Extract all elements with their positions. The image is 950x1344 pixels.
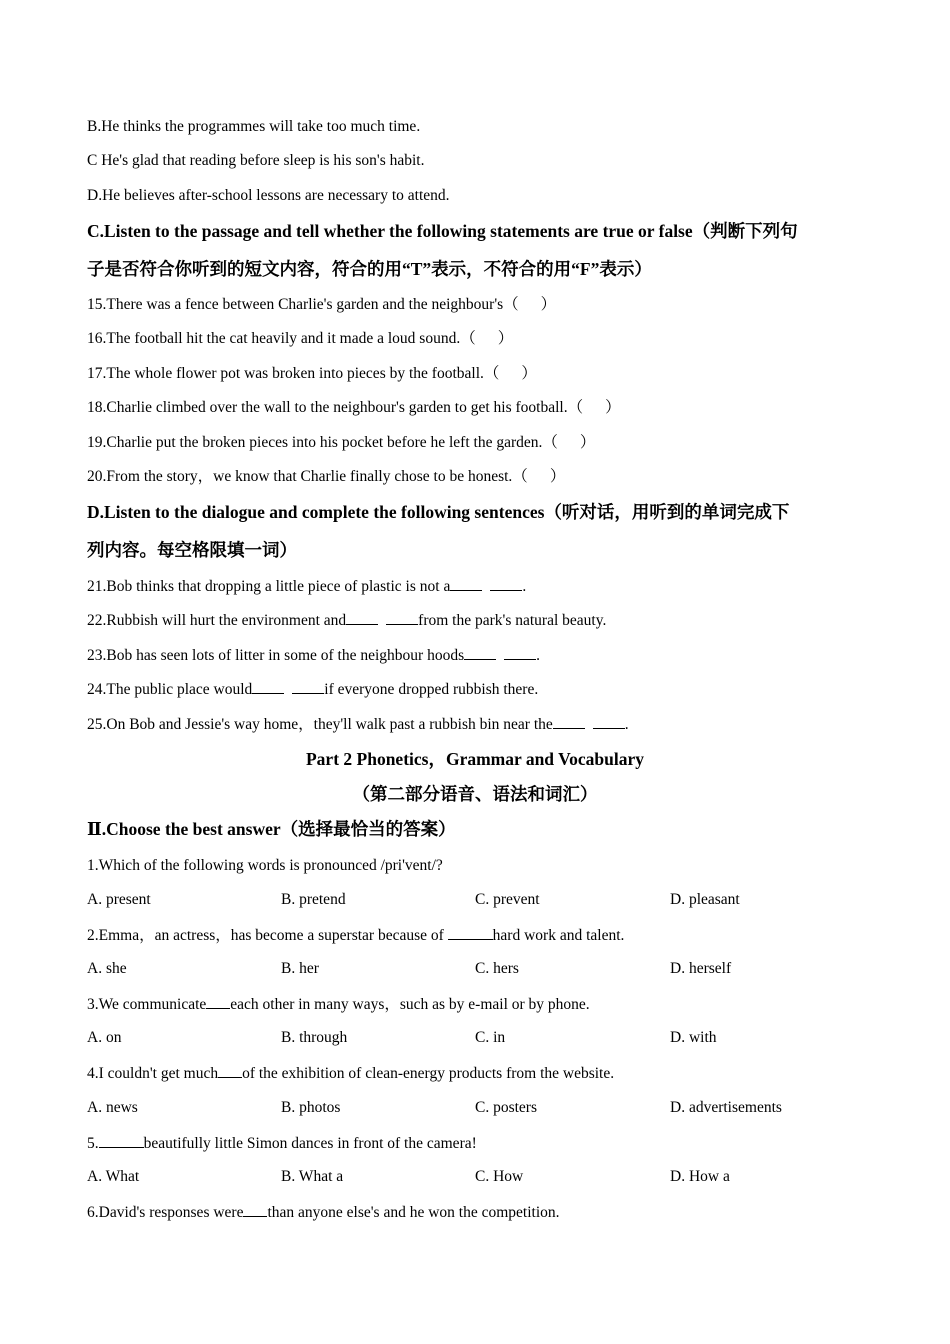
- sentence-end: if everyone dropped rubbish there.: [324, 681, 539, 698]
- blank[interactable]: [243, 1202, 267, 1217]
- blank[interactable]: [218, 1063, 242, 1078]
- statement-text: 15.There was a fence between Charlie's garden and the neighbour's（: [87, 296, 519, 313]
- q4-option-d[interactable]: D. advertisements: [670, 1099, 782, 1116]
- q2-option-c[interactable]: C. hers: [475, 960, 519, 977]
- sentence-21: [87, 576, 526, 597]
- close-paren: ）: [521, 365, 537, 382]
- blank[interactable]: [464, 645, 496, 660]
- q2-option-d[interactable]: D. herself: [670, 960, 732, 977]
- statement-16: [87, 329, 513, 349]
- sentence-end: .: [624, 716, 629, 733]
- section-c-heading-line1: C.Listen to the passage and tell whether the following statements are true or false（判断下列句: [87, 221, 798, 241]
- blank[interactable]: [386, 610, 418, 625]
- close-paren: ）: [579, 434, 596, 451]
- blank[interactable]: [206, 994, 230, 1009]
- listening-option-b: B.He thinks the programmes will take too much time.: [87, 118, 421, 135]
- sentence-text: 22.Rubbish will hurt the environment and: [87, 612, 347, 629]
- statement-17: [87, 364, 537, 384]
- question-5-stem: [87, 1133, 477, 1154]
- statement-20: [87, 467, 565, 487]
- blank[interactable]: [490, 576, 522, 591]
- statement-text: 18.Charlie climbed over the wall to the neighbour's garden to get his football.（: [87, 399, 584, 416]
- blank[interactable]: [504, 645, 536, 660]
- sentence-24: [87, 679, 538, 700]
- q3-option-d[interactable]: D. with: [670, 1029, 717, 1046]
- stem-text: 3.We communicate: [87, 996, 207, 1013]
- close-paren: ）: [540, 296, 557, 313]
- question-4-stem: [87, 1063, 614, 1084]
- sentence-end: from the park's natural beauty.: [418, 612, 607, 629]
- stem-text-end: hard work and talent.: [492, 927, 625, 944]
- sentence-23: [87, 645, 540, 666]
- q5-option-b[interactable]: B. What a: [281, 1168, 344, 1185]
- q1-option-a[interactable]: A. present: [87, 891, 151, 908]
- question-1-stem: 1.Which of the following words is pronounced /pri'vent/?: [87, 857, 443, 874]
- q4-option-a[interactable]: A. news: [87, 1099, 138, 1116]
- q3-option-c[interactable]: C. in: [475, 1029, 506, 1046]
- part2-subtitle: （第二部分语音、语法和词汇）: [352, 784, 598, 804]
- listening-option-c: C He's glad that reading before sleep is his son's habit.: [87, 152, 425, 169]
- part2-title: Part 2 Phonetics，Grammar and Vocabulary: [305, 749, 644, 769]
- statement-15: [87, 295, 556, 315]
- stem-text-end: of the exhibition of clean-energy products from the website.: [242, 1065, 615, 1082]
- q1-option-b[interactable]: B. pretend: [281, 891, 346, 908]
- q4-option-b[interactable]: B. photos: [281, 1099, 341, 1116]
- sentence-text: 25.On Bob and Jessie's way home，they'll walk past a rubbish bin near the: [87, 716, 553, 733]
- q1-option-d[interactable]: D. pleasant: [670, 891, 740, 908]
- q2-option-a[interactable]: A. she: [87, 960, 127, 977]
- statement-18: [87, 398, 621, 418]
- q3-option-a[interactable]: A. on: [87, 1029, 122, 1046]
- q2-option-b[interactable]: B. her: [281, 960, 319, 977]
- section-ii-heading: Ⅱ.Choose the best answer（选择最恰当的答案）: [87, 819, 456, 839]
- sentence-25: [87, 714, 629, 735]
- sentence-end: .: [536, 647, 540, 664]
- section-d-heading-line1: D.Listen to the dialogue and complete the following sentences（听对话，用听到的单词完成下: [87, 502, 790, 522]
- section-d-heading-line2: 列内容。每空格限填一词）: [87, 540, 297, 560]
- blank[interactable]: [99, 1133, 144, 1148]
- listening-option-d: D.He believes after-school lessons are necessary to attend.: [87, 187, 450, 204]
- stem-text: 4.I couldn't get much: [87, 1065, 219, 1082]
- stem-text: 2.Emma，an actress，has become a superstar because of: [87, 927, 448, 944]
- blank[interactable]: [292, 679, 324, 694]
- q5-option-d[interactable]: D. How a: [670, 1168, 730, 1185]
- close-paren: ）: [549, 468, 566, 485]
- statement-text: 19.Charlie put the broken pieces into his pocket before he left the garden.（: [87, 434, 558, 451]
- blank[interactable]: [553, 714, 585, 729]
- blank[interactable]: [346, 610, 378, 625]
- sentence-text: 24.The public place would: [87, 681, 253, 698]
- statement-text: 20.From the story，we know that Charlie finally chose to be honest.（: [87, 468, 528, 485]
- section-c-heading-line2: 子是否符合你听到的短文内容，符合的用“T”表示，不符合的用“F”表示）: [87, 259, 652, 279]
- stem-text: 5.: [87, 1135, 99, 1152]
- q1-option-c[interactable]: C. prevent: [475, 891, 540, 908]
- q4-option-c[interactable]: C. posters: [475, 1099, 537, 1116]
- sentence-end: .: [522, 578, 527, 595]
- q5-option-a[interactable]: A. What: [87, 1168, 140, 1185]
- statement-text: 17.The whole flower pot was broken into pieces by the football.（: [87, 365, 500, 382]
- question-3-stem: [87, 994, 590, 1015]
- stem-text-end: each other in many ways，such as by e-mail or by phone.: [230, 996, 590, 1013]
- blank[interactable]: [593, 714, 625, 729]
- question-2-stem: [87, 925, 624, 946]
- sentence-22: [87, 610, 606, 631]
- stem-text-end: beautifully little Simon dances in front of the camera!: [143, 1135, 477, 1152]
- question-6-stem: [87, 1202, 560, 1223]
- close-paren: ）: [497, 330, 514, 347]
- statement-19: [87, 433, 595, 453]
- sentence-text: 23.Bob has seen lots of litter in some of the neighbour hoods: [87, 647, 465, 664]
- close-paren: ）: [605, 399, 621, 416]
- sentence-text: 21.Bob thinks that dropping a little piece of plastic is not a: [87, 578, 451, 595]
- stem-text-end: than anyone else's and he won the competition.: [267, 1204, 560, 1221]
- statement-text: 16.The football hit the cat heavily and it made a loud sound.（: [87, 330, 476, 347]
- blank[interactable]: [450, 576, 482, 591]
- blank[interactable]: [448, 925, 493, 940]
- stem-text: 6.David's responses were: [87, 1204, 244, 1221]
- q3-option-b[interactable]: B. through: [281, 1029, 348, 1046]
- q5-option-c[interactable]: C. How: [475, 1168, 524, 1185]
- blank[interactable]: [252, 679, 284, 694]
